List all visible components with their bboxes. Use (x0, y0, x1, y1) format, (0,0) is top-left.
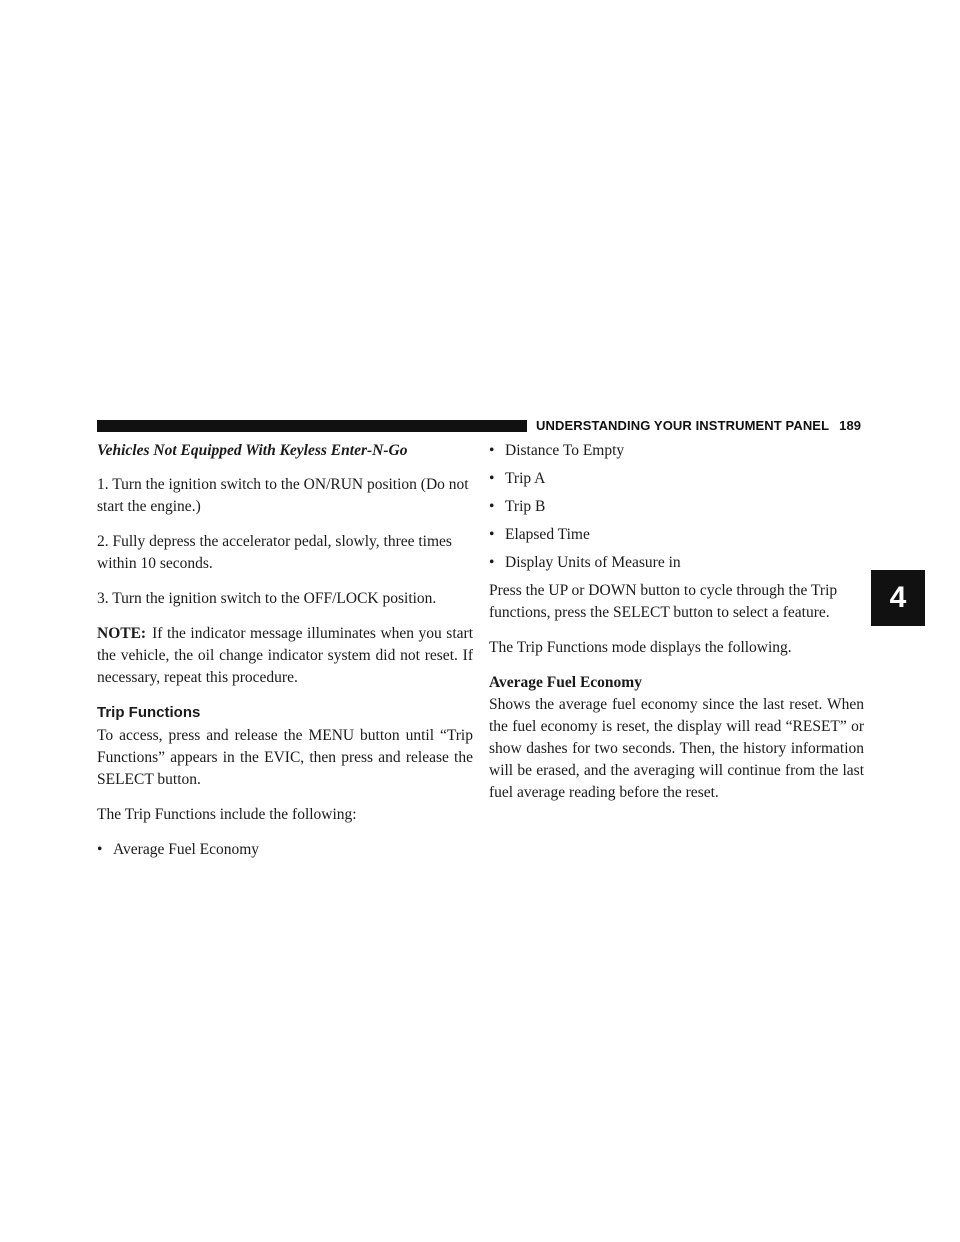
average-fuel-economy-text: Shows the average fuel economy since the last reset. When the fuel economy is reset, the display will read “RESET” or show dashes for two seconds. Then, the history information will be erased, and the averaging will continue from the last fuel average reading before the reset. (489, 696, 864, 801)
mode-paragraph: The Trip Functions mode displays the following. (489, 639, 792, 656)
step-2: 2. Fully depress the accelerator pedal, slowly, three times within 10 seconds. (97, 533, 452, 572)
step-1: 1. Turn the ignition switch to the ON/RUN position (Do not start the engine.) (97, 476, 469, 515)
bullet: • (489, 526, 495, 543)
trip-include: The Trip Functions include the following: (97, 806, 357, 823)
list-item: • Average Fuel Economy (97, 839, 473, 861)
trip-intro: To access, press and release the MENU button until “Trip Functions” appears in the EVIC, then press and release the SELECT button. (97, 727, 473, 788)
cycle-paragraph: Press the UP or DOWN button to cycle through the Trip functions, press the SELECT button to select a feature. (489, 582, 838, 621)
running-header (536, 418, 861, 433)
chapter-tab: 4 (871, 570, 925, 626)
left-column (97, 440, 473, 867)
right-bullet-list (489, 440, 864, 574)
list-item: • Trip B (489, 496, 864, 518)
left-bullet-list (97, 839, 473, 861)
list-item: • Distance To Empty (489, 440, 864, 462)
bullet: • (489, 554, 495, 571)
step-3: 3. Turn the ignition switch to the OFF/LOCK position. (97, 590, 437, 607)
average-fuel-economy-heading: Average Fuel Economy (489, 674, 642, 691)
header-rule (97, 420, 527, 432)
list-item: • Display Units of Measure in (489, 552, 864, 574)
right-column (489, 440, 864, 817)
section-title: UNDERSTANDING YOUR INSTRUMENT PANEL (536, 418, 830, 433)
bullet: • (489, 470, 495, 487)
list-item: • Trip A (489, 468, 864, 490)
trip-functions-heading: Trip Functions (97, 704, 201, 721)
bullet: • (97, 841, 103, 858)
bullet: • (489, 442, 495, 459)
list-item: • Elapsed Time (489, 524, 864, 546)
note-label: NOTE: (97, 625, 147, 642)
page-number: 189 (839, 418, 862, 433)
bullet: • (489, 498, 495, 515)
keyless-subheading: Vehicles Not Equipped With Keyless Enter-N-Go (97, 442, 408, 459)
note-text: If the indicator message illuminates when you start the vehicle, the oil change indicator system did not reset. If necessary, repeat this procedure. (97, 625, 473, 686)
note-paragraph (97, 623, 473, 689)
